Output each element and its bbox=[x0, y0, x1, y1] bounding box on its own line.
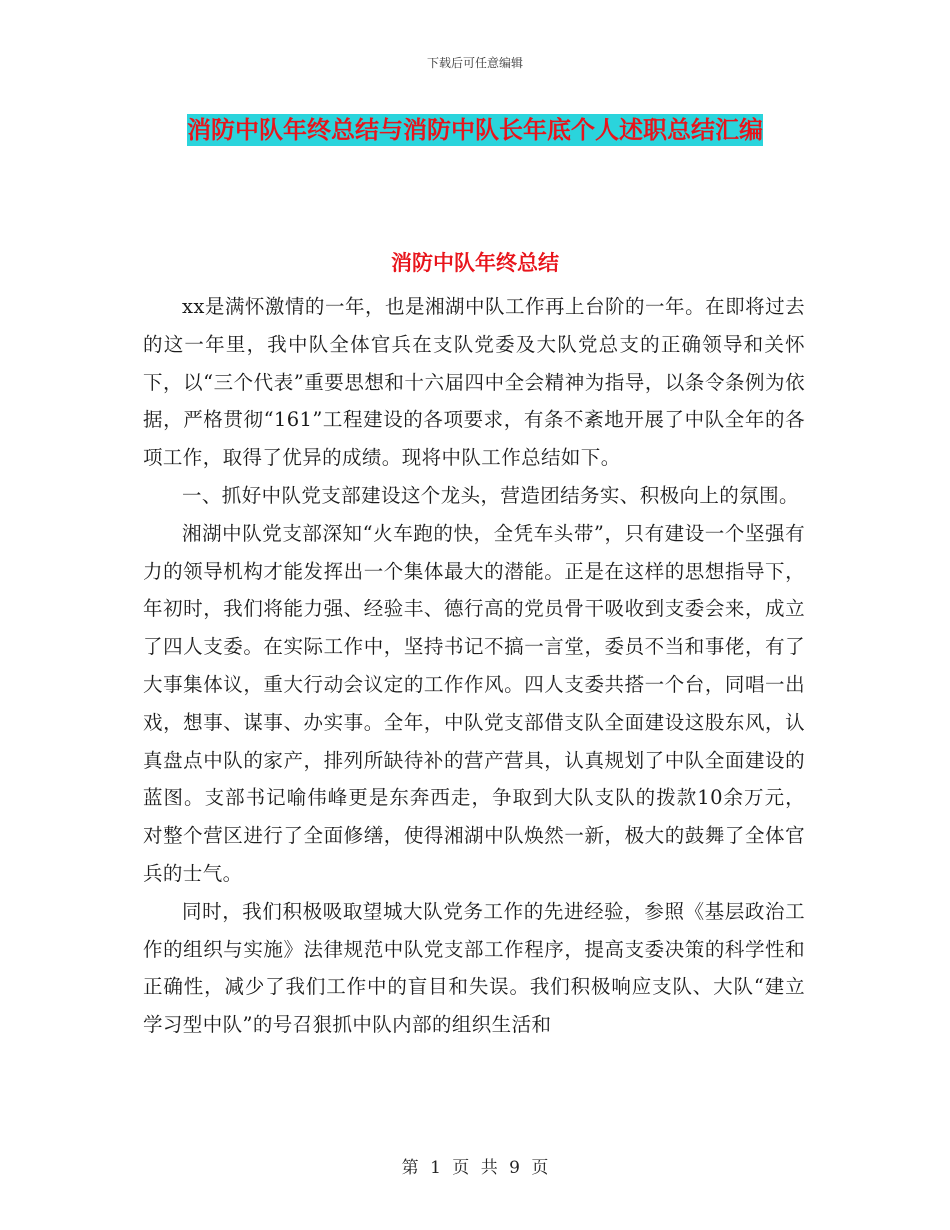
section-title: 消防中队年终总结 bbox=[391, 251, 559, 275]
paragraph: xx是满怀激情的一年，也是湘湖中队工作再上台阶的一年。在即将过去的这一年里，我中队全体官兵在支队党委及大队党总支的正确领导和关怀下，以“三个代表”重要思想和十六届四中全会精神为指导，以条令条例为依据，严格贯彻“161”工程建设的各项要求，有条不紊地开展了中队全年的各项工作，取得了优异的成绩。现将中队工作总结如下。 bbox=[143, 295, 805, 470]
body-text bbox=[143, 288, 805, 1044]
document-title bbox=[150, 108, 800, 152]
header-note: 下载后可任意编辑 bbox=[426, 56, 523, 70]
paragraph: 同时，我们积极吸取望城大队党务工作的先进经验，参照《基层政治工作的组织与实施》法律规范中队党支部工作程序，提高支委决策的科学性和正确性，减少了我们工作中的盲目和失误。我们积极响应支队、大队“建立学习型中队”的号召狠抓中队内部的组织生活和 bbox=[143, 899, 805, 1037]
paragraph: 湘湖中队党支部深知“火车跑的快，全凭车头带”，只有建设一个坚强有力的领导机构才能发挥出一个集体最大的潜能。正是在这样的思想指导下，年初时，我们将能力强、经验丰、德行高的党员骨干吸收到支委会来，成立了四人支委。在实际工作中，坚持书记不搞一言堂，委员不当和事佬，有了大事集体议，重大行动会议定的工作作风。四人支委共搭一个台，同唱一出戏，想事、谋事、办实事。全年，中队党支部借支队全面建设这股东风，认真盘点中队的家产，排列所缺待补的营产营具，认真规划了中队全面建设的蓝图。支部书记喻伟峰更是东奔西走，争取到大队支队的拨款10余万元，对整个营区进行了全面修缮，使得湘湖中队焕然一新，极大的鼓舞了全体官兵的士气。 bbox=[143, 521, 805, 885]
document-title-text: 消防中队年终总结与消防中队长年底个人述职总结汇编 bbox=[187, 116, 763, 144]
page-footer: 第 1 页 共 9 页 bbox=[401, 1158, 549, 1178]
paragraph: 一、抓好中队党支部建设这个龙头，营造团结务实、积极向上的氛围。 bbox=[182, 483, 799, 507]
